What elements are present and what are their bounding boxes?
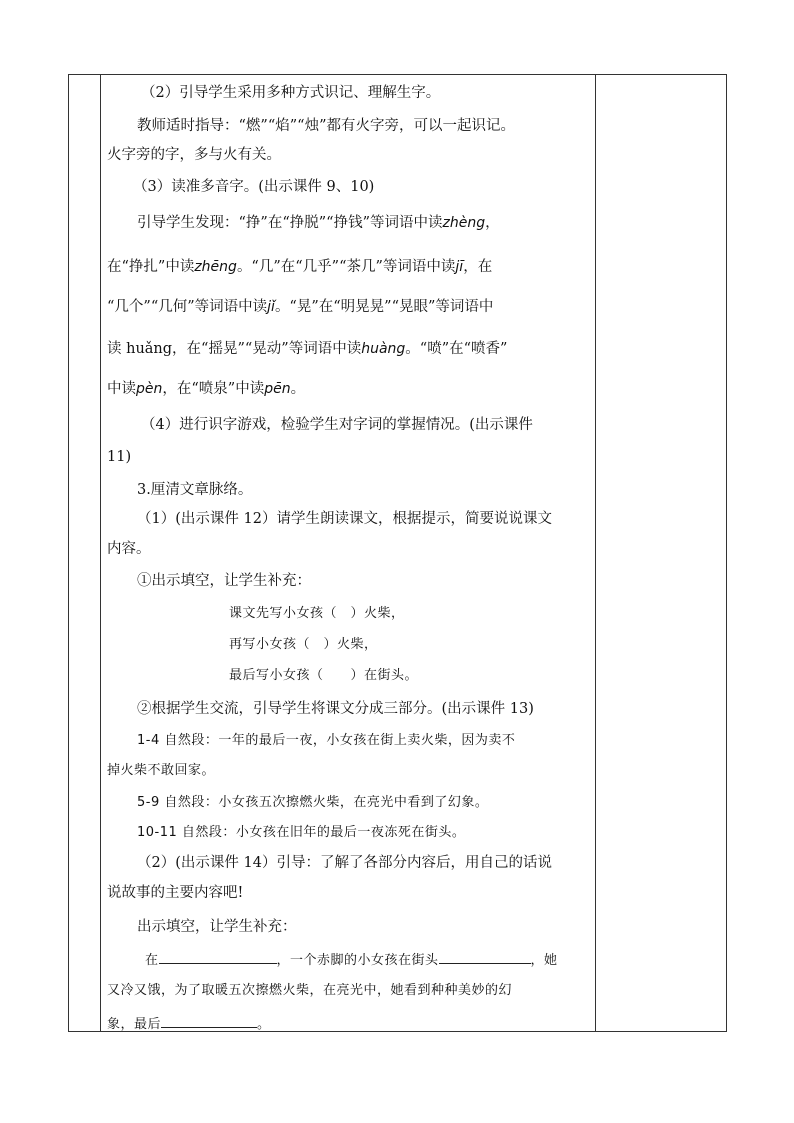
paragraph (107, 257, 492, 277)
paragraph: 3.厘清文章脉络。 (137, 482, 253, 498)
pinyin: zhēng (194, 259, 237, 275)
text: “几个”“几何”等词语中读 (107, 299, 268, 315)
text: 读 huǎng，在“摇晃”“晃动”等词语中读 (107, 341, 362, 357)
paragraph (107, 297, 493, 317)
paragraph: 又冷又饿，为了取暖五次擦燃火柴，在亮光中，她看到种种美妙的幻 (107, 983, 513, 998)
paragraph: （4）进行识字游戏，检验学生对字词的掌握情况。(出示课件 (141, 417, 533, 433)
text: ，在 (463, 259, 493, 275)
paragraph (137, 213, 500, 233)
text: 。“喷”在“喷香” (405, 341, 508, 357)
table-divider-right (595, 75, 596, 1031)
blank-line (439, 949, 531, 964)
paragraph: 1-4 自然段：一年的最后一夜，小女孩在街上卖火柴，因为卖不 (137, 733, 516, 748)
paragraph (107, 339, 507, 359)
fill-blank-line: 课文先写小女孩（ ）火柴， (229, 606, 405, 621)
text: 。 (290, 381, 306, 397)
text: ，她 (530, 953, 558, 968)
paragraph: 10-11 自然段：小女孩在旧年的最后一夜冻死在街头。 (137, 825, 466, 840)
paragraph: 教师适时指导：“燃”“焰”“烛”都有火字旁，可以一起识记。 (137, 118, 515, 134)
paragraph: 出示填空，让学生补充： (137, 919, 297, 935)
text: 象，最后 (107, 1017, 162, 1032)
fill-blank-line: 最后写小女孩（ ）在街头。 (229, 668, 419, 683)
paragraph: （2）引导学生采用多种方式识记、理解生字。 (141, 85, 441, 101)
pinyin: jǐ (267, 299, 275, 315)
blank-line (161, 1013, 257, 1028)
paragraph: 5-9 自然段：小女孩五次擦燃火柴，在亮光中看到了幻象。 (137, 795, 489, 810)
paragraph: 掉火柴不敢回家。 (107, 763, 216, 778)
paragraph: （3）读准多音字。(出示课件 9、10) (133, 179, 375, 195)
paragraph: 11) (107, 449, 132, 465)
text: 在 (145, 953, 159, 968)
fill-blank-paragraph (107, 1013, 271, 1035)
text: ， (485, 215, 500, 231)
text: ，在“喷泉”中读 (162, 381, 265, 397)
text: ，一个赤脚的小女孩在街头 (276, 953, 439, 968)
paragraph: ①出示填空，让学生补充： (137, 573, 311, 589)
paragraph: ②根据学生交流，引导学生将课文分成三部分。(出示课件 13) (137, 701, 534, 717)
pinyin: pēn (264, 381, 291, 397)
text: 。“几”在“几乎”“茶几”等词语中读 (236, 259, 456, 275)
paragraph (107, 379, 305, 399)
pinyin: pèn (136, 381, 163, 397)
pinyin: jī (455, 259, 464, 275)
fill-blank-line: 再写小女孩（ ）火柴， (229, 637, 378, 652)
lesson-table (68, 74, 727, 1032)
blank-line (159, 949, 277, 964)
paragraph: 内容。 (107, 541, 151, 557)
pinyin: zhèng (442, 215, 486, 231)
paragraph: （2）(出示课件 14）引导：了解了各部分内容后，用自己的话说 (137, 855, 552, 871)
paragraph: 火字旁的字，多与火有关。 (107, 147, 281, 163)
text: 中读 (107, 381, 136, 397)
fill-blank-paragraph (145, 949, 558, 971)
table-divider-left (100, 75, 101, 1031)
text: 在“挣扎”中读 (107, 259, 195, 275)
text: 引导学生发现：“挣”在“挣脱”“挣钱”等词语中读 (137, 215, 443, 231)
paragraph: （1）(出示课件 12）请学生朗读课文，根据提示，简要说说课文 (137, 511, 552, 527)
text: 。“晃”在“明晃晃”“晃眼”等词语中 (274, 299, 494, 315)
pinyin: huàng (361, 341, 406, 357)
text: 。 (257, 1017, 271, 1032)
paragraph: 说故事的主要内容吧! (107, 885, 244, 901)
